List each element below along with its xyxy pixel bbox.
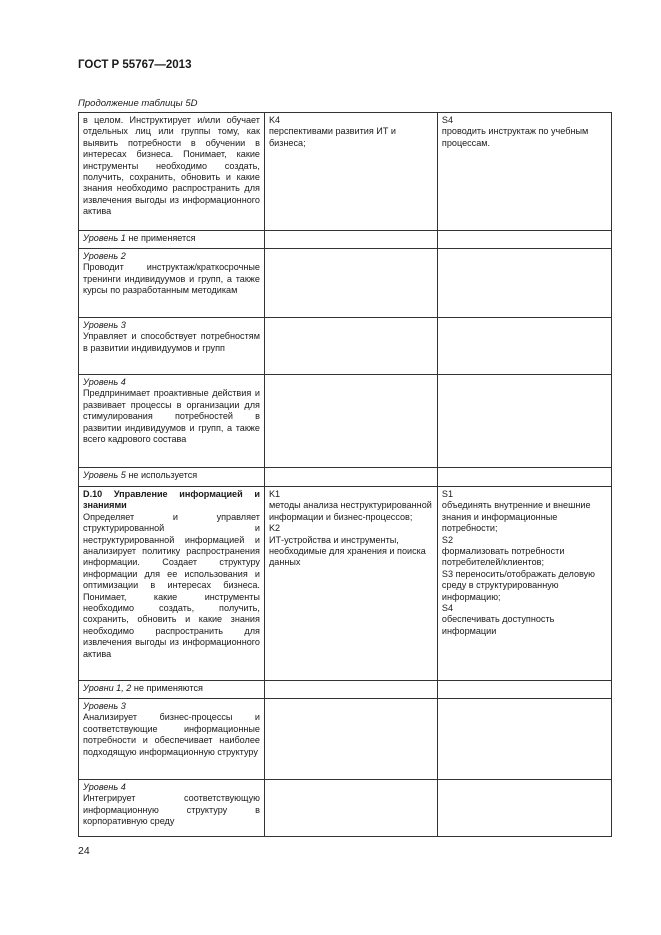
empty-cell [437,249,611,318]
description-cell [79,487,265,681]
empty-cell [437,699,611,780]
level-cell [79,318,265,375]
table-row [79,699,612,780]
level-label: Уровень 4 [83,782,126,792]
empty-cell [437,468,611,487]
table-row [79,249,612,318]
competence-text: Определяет и управляет структурированной и неструктурированной информацией и анализирует политику распространения информации. Создает структуру информации для ее использования и оптимизации в интересах бизнеса. Понимает, какие инструменты необходимо создать, получить, сохранить, обновить и какие знания необходимо распространить для извлечения выгоды из информационного актива [83,511,260,659]
table-row [79,231,612,249]
empty-cell [264,468,437,487]
table-row [79,780,612,837]
level-cell [79,468,265,487]
skills-text: S4 проводить инструктаж по учебным процессам. [441,115,589,148]
empty-cell [264,780,437,837]
level-label: Уровень 3 [83,320,126,330]
description-cell: в целом. Инструктирует и/или обучает отдельных лиц или группы тому, как выявить потребности в обучении в интересах бизнеса. Понимает, какие инструменты необходимо создать, получить, сохранить, обновить и какие знания необходимо распространить для извлечения выгоды из информационного актива [79,113,265,231]
document-header: ГОСТ Р 55767—2013 [78,59,192,71]
empty-cell [437,318,611,375]
level-text: Управляет и способствует потребностям в развитии индивидуумов и групп [83,331,260,353]
empty-cell [264,681,437,699]
empty-cell [437,780,611,837]
level-cell [79,681,265,699]
knowledge-text: K4 перспективами развития ИТ и бизнеса; [268,115,396,148]
empty-cell [437,375,611,468]
level-label: Уровень 1 [83,233,126,243]
page-number: 24 [78,845,90,857]
level-cell [79,249,265,318]
table-row [79,375,612,468]
level-note: не применяется [125,233,196,243]
table-row [79,681,612,699]
level-label: Уровень 4 [83,377,126,387]
level-text: Интегрирует соответствующую информационную структуру в корпоративную среду [83,793,260,827]
level-cell [79,780,265,837]
skills-text: S1 объединять внутренние и внешние знания и информационные потребности; S2 формализовать потребности потребителей/клиентов; S3 переносить/отображать деловую среду в структурированную информацию; S4 обеспечивать доступность информации [441,489,596,636]
level-cell [79,231,265,249]
empty-cell [264,231,437,249]
level-text: Проводит инструктаж/краткосрочные тренинги индивидуумов и групп, а также курсы по разработанным методикам [83,262,260,296]
empty-cell [437,231,611,249]
table-row [79,318,612,375]
table-row [79,468,612,487]
level-cell [79,375,265,468]
knowledge-text: K1 методы анализа неструктурированной информации и бизнес-процессов; K2 ИТ-устройства и инструменты, необходимые для хранения и поиска данных [268,489,432,568]
level-label: Уровень 2 [83,251,126,261]
level-label: Уровень 3 [83,701,126,711]
level-cell [79,699,265,780]
knowledge-cell [264,487,437,681]
table-caption: Продолжение таблицы 5D [78,98,198,109]
table-row [79,113,612,231]
competence-table [78,112,612,837]
competence-title: D.10 Управление информацией и знаниями [83,489,260,511]
skills-cell [437,487,611,681]
empty-cell [437,681,611,699]
knowledge-cell [264,113,437,231]
empty-cell [264,375,437,468]
level-text: Предпринимает проактивные действия и развивает процессы в организации для стимулирования потребностей в развитии индивидуумов и групп, а также всего кадрового состава [83,388,260,445]
table-row [79,487,612,681]
empty-cell [264,249,437,318]
level-label: Уровни 1, 2 [83,683,132,693]
skills-cell [437,113,611,231]
empty-cell [264,699,437,780]
level-note: не используется [125,470,198,480]
level-note: не применяются [131,683,203,693]
level-text: Анализирует бизнес-процессы и соответствующие информационные потребности и обеспечивает наиболее подходящую информационную структуру [83,712,260,757]
empty-cell [264,318,437,375]
level-label: Уровень 5 [83,470,126,480]
